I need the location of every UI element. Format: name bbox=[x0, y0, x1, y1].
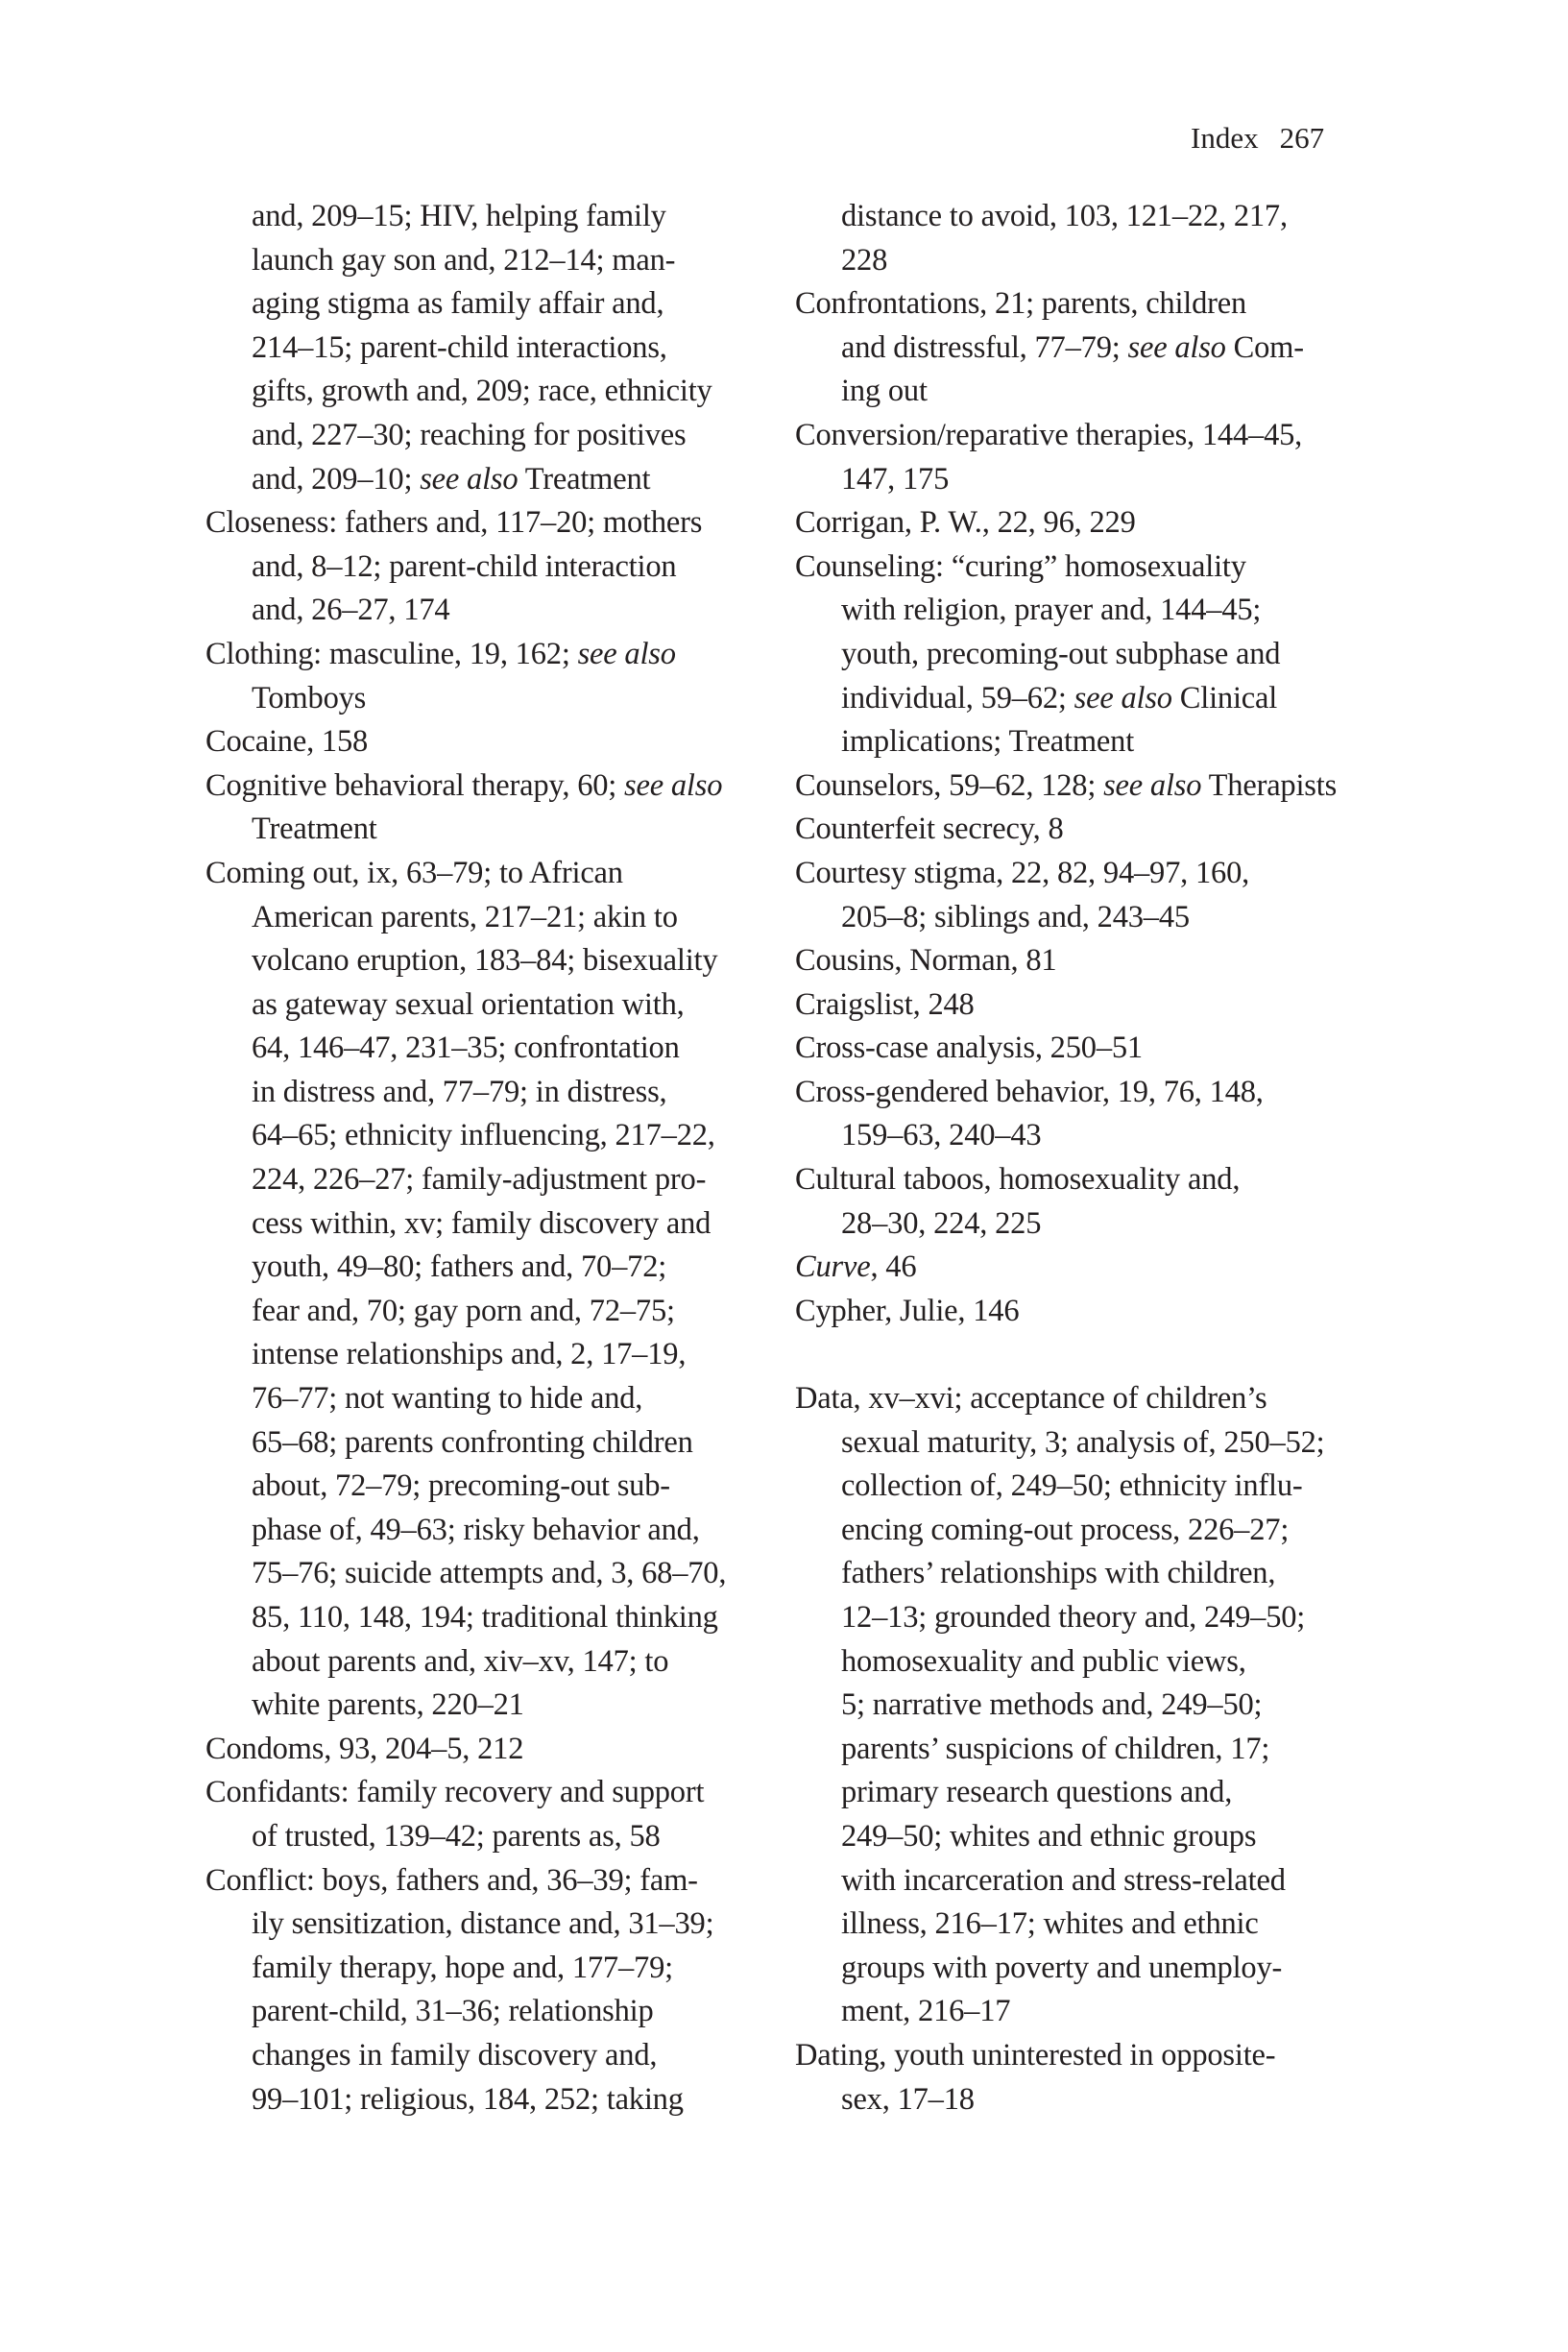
entry-text: Cross-case analysis, 250–51 bbox=[795, 1031, 1143, 1066]
entry-text: Cultural taboos, homosexuality and, bbox=[795, 1162, 1241, 1198]
index-subentry-line bbox=[795, 1640, 1371, 1685]
index-subentry-line bbox=[795, 2078, 1371, 2122]
entry-text: Com- bbox=[1225, 329, 1304, 365]
entry-text: Cross-gendered behavior, 19, 76, 148, bbox=[795, 1074, 1264, 1109]
entry-text: Treatment bbox=[518, 461, 651, 497]
index-subentry-line bbox=[795, 1552, 1371, 1596]
index-subentry-line bbox=[205, 1333, 772, 1377]
index-entry-line bbox=[795, 2034, 1371, 2078]
index-entry-line bbox=[795, 1377, 1371, 1421]
index-subentry-line bbox=[205, 1027, 772, 1071]
entry-text: changes in family discovery and, bbox=[252, 2037, 658, 2073]
entry-text: about, 72–79; precoming-out sub- bbox=[252, 1468, 670, 1504]
index-subentry-line bbox=[795, 633, 1371, 677]
entry-text: distance to avoid, 103, 121–22, 217, bbox=[841, 199, 1288, 233]
entry-text: and, 26–27, 174 bbox=[252, 593, 450, 628]
index-subentry-line bbox=[205, 458, 772, 502]
entry-text: 205–8; siblings and, 243–45 bbox=[841, 899, 1190, 934]
italic-text: see also bbox=[577, 636, 676, 671]
italic-text: see also bbox=[624, 767, 723, 803]
index-subentry-line bbox=[205, 1290, 772, 1334]
index-subentry-line bbox=[205, 1684, 772, 1728]
index-subentry-line bbox=[205, 282, 772, 327]
index-subentry-line bbox=[795, 370, 1371, 414]
index-entry-line bbox=[205, 852, 772, 896]
entry-text: Confrontations, 21; parents, children bbox=[795, 286, 1247, 322]
entry-text: individual, 59–62; bbox=[841, 680, 1074, 715]
index-subentry-line bbox=[795, 327, 1371, 371]
entry-text: family therapy, hope and, 177–79; bbox=[252, 1950, 673, 1985]
entry-text: 214–15; parent-child interactions, bbox=[252, 329, 667, 365]
entry-text: 64, 146–47, 231–35; confrontation bbox=[252, 1031, 680, 1066]
index-entry-line bbox=[795, 1071, 1371, 1115]
index-subentry-line bbox=[205, 1990, 772, 2034]
index-subentry-line bbox=[205, 808, 772, 852]
entry-text: ment, 216–17 bbox=[841, 1994, 1011, 2029]
index-subentry-line bbox=[205, 1114, 772, 1158]
index-subentry-line bbox=[795, 458, 1371, 502]
index-subentry-line bbox=[795, 720, 1371, 764]
index-subentry-line bbox=[795, 1465, 1371, 1509]
entry-text: in distress and, 77–79; in distress, bbox=[252, 1074, 667, 1109]
entry-text: Conflict: boys, fathers and, 36–39; fam- bbox=[205, 1862, 698, 1898]
entry-text: homosexuality and public views, bbox=[841, 1643, 1246, 1679]
entry-text: as gateway sexual orientation with, bbox=[252, 986, 685, 1022]
entry-text: Craigslist, 248 bbox=[795, 986, 975, 1022]
italic-text: see also bbox=[1073, 680, 1172, 715]
entry-text: Conversion/reparative therapies, 144–45, bbox=[795, 417, 1303, 452]
index-subentry-line bbox=[205, 1465, 772, 1509]
entry-text: 85, 110, 148, 194; traditional thinking bbox=[252, 1600, 718, 1635]
entry-text: Therapists bbox=[1201, 767, 1338, 803]
index-subentry-line bbox=[205, 2034, 772, 2078]
index-entry-line bbox=[795, 939, 1371, 983]
index-entry-line bbox=[205, 1771, 772, 1815]
italic-text: Curve bbox=[795, 1249, 871, 1285]
entry-text: 5; narrative methods and, 249–50; bbox=[841, 1687, 1263, 1723]
entry-text: parents’ suspicions of children, 17; bbox=[841, 1731, 1270, 1766]
entry-text: Counseling: “curing” homosexuality bbox=[795, 548, 1246, 584]
index-entry-line bbox=[795, 1158, 1371, 1202]
entry-text: gifts, growth and, 209; race, ethnicity bbox=[252, 374, 712, 409]
entry-text: 75–76; suicide attempts and, 3, 68–70, bbox=[252, 1556, 727, 1591]
index-subentry-line bbox=[795, 677, 1371, 721]
entry-text: fear and, 70; gay porn and, 72–75; bbox=[252, 1293, 675, 1328]
entry-text: youth, 49–80; fathers and, 70–72; bbox=[252, 1249, 667, 1285]
index-entry-line bbox=[795, 983, 1371, 1028]
entry-text: implications; Treatment bbox=[841, 724, 1135, 760]
index-entry-line bbox=[795, 764, 1371, 809]
index-subentry-line bbox=[795, 896, 1371, 940]
entry-text: 28–30, 224, 225 bbox=[841, 1205, 1042, 1241]
index-entry-line bbox=[205, 1859, 772, 1903]
italic-text: see also bbox=[1127, 329, 1226, 365]
index-subentry-line bbox=[205, 327, 772, 371]
entry-text: with religion, prayer and, 144–45; bbox=[841, 593, 1262, 628]
entry-text: sex, 17–18 bbox=[841, 2081, 975, 2117]
entry-text: with incarceration and stress-related bbox=[841, 1862, 1286, 1898]
entry-text: ily sensitization, distance and, 31–39; bbox=[252, 1906, 714, 1942]
index-subentry-line bbox=[205, 1158, 772, 1202]
entry-text: 249–50; whites and ethnic groups bbox=[841, 1818, 1257, 1854]
entry-text: 228 bbox=[841, 242, 888, 278]
entry-text: Counterfeit secrecy, 8 bbox=[795, 812, 1064, 847]
entry-text: Closeness: fathers and, 117–20; mothers bbox=[205, 505, 703, 541]
entry-text: and, 227–30; reaching for positives bbox=[252, 417, 687, 452]
entry-text: 65–68; parents confronting children bbox=[252, 1424, 693, 1460]
index-subentry-line bbox=[795, 195, 1371, 239]
index-subentry-line bbox=[205, 896, 772, 940]
index-subentry-line bbox=[205, 239, 772, 283]
index-subentry-line bbox=[795, 1509, 1371, 1553]
entry-text: 12–13; grounded theory and, 249–50; bbox=[841, 1600, 1306, 1635]
entry-text: about parents and, xiv–xv, 147; to bbox=[252, 1643, 669, 1679]
index-subentry-line bbox=[205, 589, 772, 633]
index-subentry-line bbox=[205, 1421, 772, 1466]
entry-text: parent-child, 31–36; relationship bbox=[252, 1994, 654, 2029]
entry-text: groups with poverty and unemploy- bbox=[841, 1950, 1283, 1985]
entry-text: 99–101; religious, 184, 252; taking bbox=[252, 2081, 684, 2117]
entry-text: Corrigan, P. W., 22, 96, 229 bbox=[795, 505, 1136, 541]
index-subentry-line bbox=[795, 1114, 1371, 1158]
entry-text: of trusted, 139–42; parents as, 58 bbox=[252, 1818, 661, 1854]
running-head bbox=[1191, 119, 1344, 158]
entry-text: Dating, youth uninterested in opposite- bbox=[795, 2037, 1276, 2073]
entry-text: intense relationships and, 2, 17–19, bbox=[252, 1337, 687, 1372]
index-subentry-line bbox=[205, 1947, 772, 1991]
index-subentry-line bbox=[795, 1990, 1371, 2034]
index-subentry-line bbox=[205, 546, 772, 590]
entry-text: Coming out, ix, 63–79; to African bbox=[205, 855, 623, 890]
entry-text: Counselors, 59–62, 128; bbox=[795, 767, 1104, 803]
entry-text: and, 209–10; bbox=[252, 461, 421, 497]
entry-text: fathers’ relationships with children, bbox=[841, 1556, 1276, 1591]
index-entry-line bbox=[795, 808, 1371, 852]
index-column-right bbox=[795, 195, 1371, 2122]
entry-text: cess within, xv; family discovery and bbox=[252, 1205, 712, 1241]
italic-text: see also bbox=[420, 461, 519, 497]
index-subentry-line bbox=[205, 195, 772, 239]
index-subentry-line bbox=[205, 1640, 772, 1685]
index-subentry-line bbox=[205, 939, 772, 983]
entry-text: Clothing: masculine, 19, 162; bbox=[205, 636, 578, 671]
entry-text: youth, precoming-out subphase and bbox=[841, 636, 1281, 671]
index-subentry-line bbox=[795, 1903, 1371, 1947]
entry-text: and, 8–12; parent-child interaction bbox=[252, 548, 677, 584]
index-subentry-line bbox=[795, 1771, 1371, 1815]
entry-text: 224, 226–27; family-adjustment pro- bbox=[252, 1162, 707, 1198]
entry-text: illness, 216–17; whites and ethnic bbox=[841, 1906, 1259, 1942]
index-subentry-line bbox=[795, 1684, 1371, 1728]
entry-text: Cocaine, 158 bbox=[205, 724, 369, 760]
entry-text: and distressful, 77–79; bbox=[841, 329, 1128, 365]
index-entry-line bbox=[205, 720, 772, 764]
index-subentry-line bbox=[795, 1596, 1371, 1640]
italic-text: see also bbox=[1103, 767, 1202, 803]
index-entry-line bbox=[795, 414, 1371, 458]
index-entry-line bbox=[205, 1728, 772, 1772]
index-subentry-line bbox=[205, 2078, 772, 2122]
index-entry-line bbox=[795, 1246, 1371, 1290]
index-entry-line bbox=[205, 633, 772, 677]
index-subentry-line bbox=[205, 370, 772, 414]
index-entry-line bbox=[205, 764, 772, 809]
entry-text: encing coming-out process, 226–27; bbox=[841, 1512, 1290, 1547]
entry-text: volcano eruption, 183–84; bisexuality bbox=[252, 943, 718, 979]
index-subentry-line bbox=[795, 1202, 1371, 1247]
page-number: 267 bbox=[1279, 121, 1325, 155]
entry-text: American parents, 217–21; akin to bbox=[252, 899, 678, 934]
index-subentry-line bbox=[795, 1421, 1371, 1466]
index-subentry-line bbox=[205, 1903, 772, 1947]
index-entry-line bbox=[795, 546, 1371, 590]
index-subentry-line bbox=[205, 1815, 772, 1859]
index-subentry-line bbox=[205, 1509, 772, 1553]
index-subentry-line bbox=[205, 1377, 772, 1421]
index-subentry-line bbox=[795, 1728, 1371, 1772]
entry-text: sexual maturity, 3; analysis of, 250–52; bbox=[841, 1424, 1325, 1460]
entry-text: white parents, 220–21 bbox=[252, 1687, 524, 1723]
entry-text: Data, xv–xvi; acceptance of children’s bbox=[795, 1381, 1267, 1417]
index-entry-line bbox=[795, 282, 1371, 327]
entry-text: 76–77; not wanting to hide and, bbox=[252, 1381, 643, 1417]
index-subentry-line bbox=[205, 1202, 772, 1247]
index-subentry-line bbox=[205, 1071, 772, 1115]
entry-text: Clinical bbox=[1171, 680, 1278, 715]
index-subentry-line bbox=[795, 1859, 1371, 1903]
entry-text: Cousins, Norman, 81 bbox=[795, 943, 1057, 979]
index-subentry-line bbox=[795, 589, 1371, 633]
index-entry-line bbox=[795, 1290, 1371, 1334]
entry-text: Confidants: family recovery and support bbox=[205, 1775, 705, 1810]
index-subentry-line bbox=[795, 239, 1371, 283]
index-subentry-line bbox=[205, 983, 772, 1028]
index-subentry-line bbox=[205, 1596, 772, 1640]
entry-text: phase of, 49–63; risky behavior and, bbox=[252, 1512, 700, 1547]
index-subentry-line bbox=[795, 1815, 1371, 1859]
entry-text: Cypher, Julie, 146 bbox=[795, 1293, 1020, 1328]
entry-text: ing out bbox=[841, 374, 928, 409]
entry-text: Treatment bbox=[252, 812, 377, 847]
entry-text: 159–63, 240–43 bbox=[841, 1118, 1042, 1153]
index-column-left bbox=[205, 195, 772, 2122]
running-head-section: Index bbox=[1191, 121, 1259, 155]
index-entry-line bbox=[795, 1027, 1371, 1071]
index-entry-line bbox=[205, 501, 772, 546]
entry-text: 64–65; ethnicity influencing, 217–22, bbox=[252, 1118, 715, 1153]
index-subentry-line bbox=[205, 414, 772, 458]
entry-text: aging stigma as family affair and, bbox=[252, 286, 664, 322]
entry-text: primary research questions and, bbox=[841, 1775, 1233, 1810]
entry-text: Condoms, 93, 204–5, 212 bbox=[205, 1731, 524, 1766]
entry-text: collection of, 249–50; ethnicity influ- bbox=[841, 1468, 1303, 1504]
entry-text: 147, 175 bbox=[841, 461, 950, 497]
index-subentry-line bbox=[795, 1947, 1371, 1991]
index-subentry-line bbox=[205, 677, 772, 721]
entry-text: , 46 bbox=[870, 1249, 917, 1285]
entry-text: launch gay son and, 212–14; man- bbox=[252, 242, 676, 278]
index-subentry-line bbox=[205, 1552, 772, 1596]
index-entry-line bbox=[795, 501, 1371, 546]
entry-text: and, 209–15; HIV, helping family bbox=[252, 199, 666, 233]
entry-text: Tomboys bbox=[252, 680, 367, 715]
letter-group-gap bbox=[795, 1333, 1371, 1377]
entry-text: Courtesy stigma, 22, 82, 94–97, 160, bbox=[795, 855, 1250, 890]
index-entry-line bbox=[795, 852, 1371, 896]
index-subentry-line bbox=[205, 1246, 772, 1290]
entry-text: Cognitive behavioral therapy, 60; bbox=[205, 767, 625, 803]
